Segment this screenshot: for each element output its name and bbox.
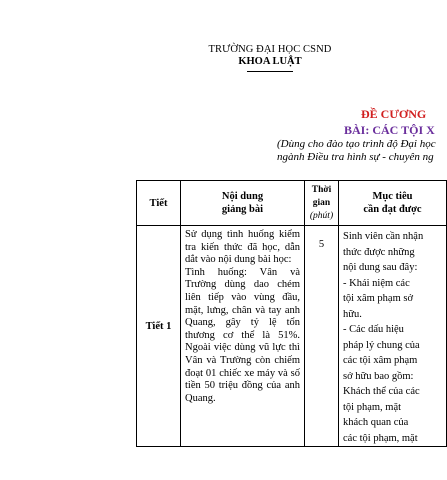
table-row bbox=[137, 226, 447, 447]
syllabus-table bbox=[136, 180, 447, 447]
goal-line: sở hữu bao gồm: bbox=[343, 370, 414, 382]
header-time-line: gian bbox=[312, 197, 331, 208]
usage-note-line-1: (Dùng cho đào tạo trình độ Đại học bbox=[277, 138, 436, 150]
table-header-row bbox=[137, 181, 447, 226]
school-name: TRƯỜNG ĐẠI HỌC CSND bbox=[208, 44, 332, 55]
goal-line: Khách thể của các bbox=[343, 386, 420, 397]
content-cell: Sử dụng tình huống kiểm tra kiến thức đã học, dẫn dắt vào nội dung bài học: Tình huống: Vân và Trường dùng dao chém liên tiếp vào vùng đầu, mặt, lưng, chân và tay anh Quang, gây tỷ lệ tổn thương cơ thể là 51%. Ngoài việc dùng vũ lực thì Vân và Trường còn chiếm đoạt 01 chiếc xe máy và số tiền 50 triệu đồng của anh Quang. bbox=[181, 226, 305, 447]
header-underline bbox=[247, 71, 293, 72]
header-time-line: Thời bbox=[311, 184, 332, 195]
goal-line: thức được những bbox=[343, 246, 415, 258]
goal-line: tội xâm phạm sở bbox=[343, 293, 414, 304]
document-title: ĐỀ CƯƠNG bbox=[361, 107, 427, 121]
goal-line: hữu. bbox=[343, 308, 362, 320]
header-time bbox=[305, 181, 339, 226]
period-cell: Tiết 1 bbox=[137, 226, 181, 447]
goal-line: các tội xâm phạm bbox=[343, 355, 418, 366]
goal-line: pháp lý chung của bbox=[343, 339, 420, 351]
usage-note-line-2: ngành Điều tra hình sự - chuyên ng bbox=[277, 151, 434, 163]
header-time-line: (phút) bbox=[309, 210, 334, 221]
time-cell: 5 bbox=[305, 226, 339, 447]
goal-line: - Khái niệm các bbox=[343, 277, 410, 289]
header-content: Nội dung giảng bài bbox=[181, 181, 305, 226]
goal-line: các tội phạm, mặt bbox=[343, 432, 418, 444]
header-period: Tiết bbox=[137, 181, 181, 226]
goal-line: khách quan của bbox=[343, 417, 409, 428]
goal-line: nội dung sau đây: bbox=[343, 262, 418, 273]
faculty-name: KHOA LUẬT bbox=[238, 56, 302, 67]
syllabus-table-container bbox=[136, 180, 436, 444]
goal-cell bbox=[339, 226, 447, 447]
goal-line: tội phạm, mặt bbox=[343, 401, 402, 413]
goal-line: Sinh viên cần nhận bbox=[343, 231, 424, 242]
lesson-title: BÀI: CÁC TỘI X bbox=[344, 123, 435, 137]
header-goal: Mục tiêu cần đạt được bbox=[339, 181, 447, 226]
goal-line: - Các dấu hiệu bbox=[343, 324, 404, 335]
